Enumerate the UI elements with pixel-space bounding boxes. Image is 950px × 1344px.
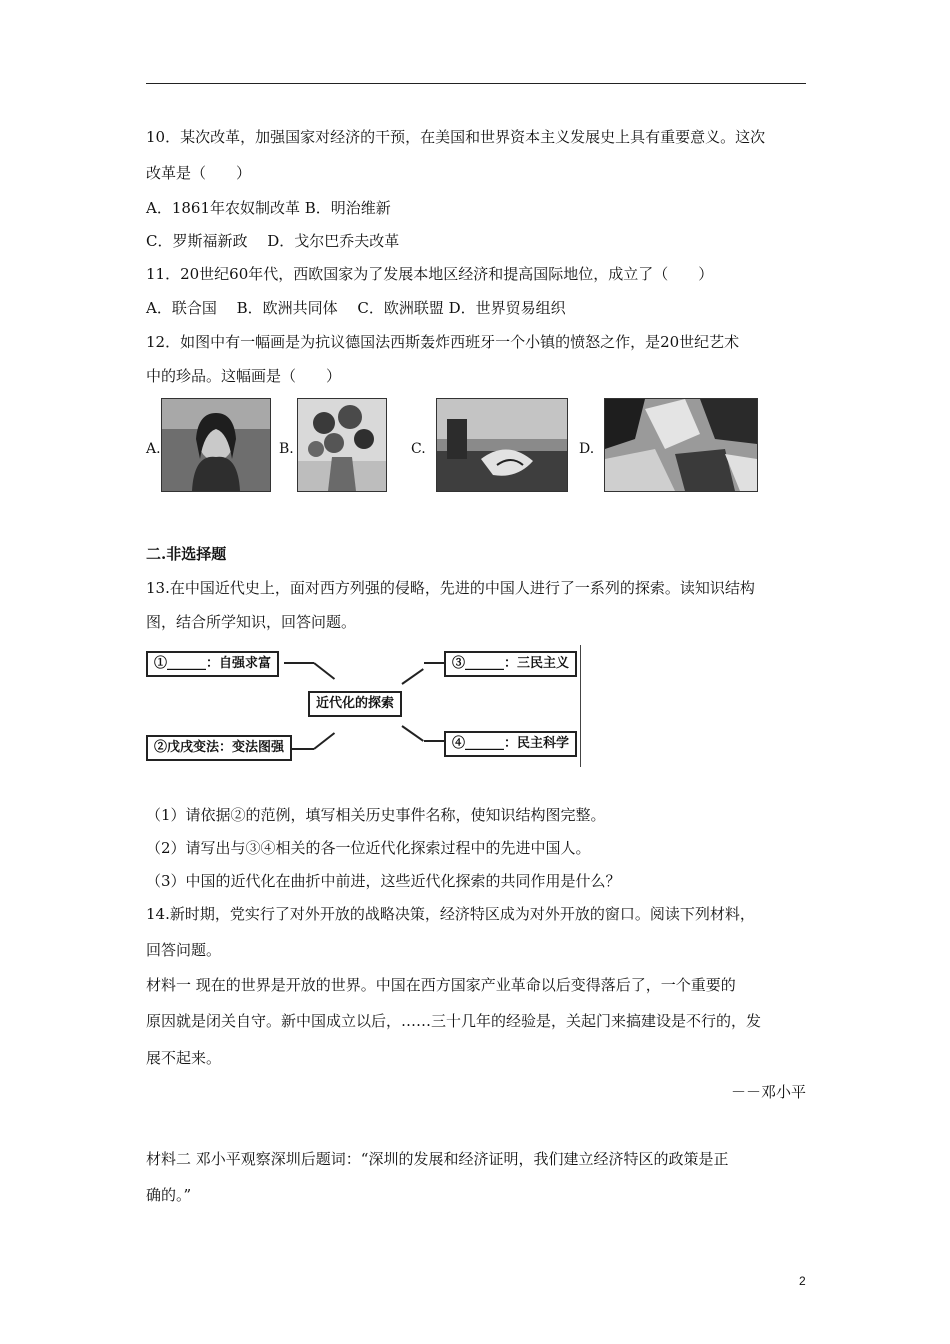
material1-line2: 原因就是闭关自守。新中国成立以后，……三十几年的经验是，关起门来搞建设是不行的，发	[146, 1012, 762, 1030]
diagram-box-2: ②戊戌变法：变法图强	[146, 735, 292, 761]
q10-stem-line1: 10．某次改革，加强国家对经济的干预，在美国和世界资本主义发展史上具有重要意义。这次	[146, 128, 766, 146]
option-b-label: B.	[279, 441, 294, 457]
guernica-image	[604, 398, 758, 492]
option-c-label: C.	[411, 441, 426, 457]
q13-stem-line2: 图，结合所学知识，回答问题。	[146, 613, 357, 631]
material1-line3: 展不起来。	[146, 1049, 222, 1067]
persistence-of-memory-image	[436, 398, 568, 492]
q11-stem: 11．20世纪60年代，西欧国家为了发展本地区经济和提高国际地位，成立了（ ）	[146, 265, 714, 283]
q13-sub3: （3）中国的近代化在曲折中前进，这些近代化探索的共同作用是什么？	[146, 872, 621, 890]
mona-lisa-image	[161, 398, 271, 492]
q10-stem-line2: 改革是（ ）	[146, 164, 252, 182]
header-rule	[146, 83, 806, 84]
q12-stem-line2: 中的珍品。这幅画是（ ）	[146, 367, 342, 385]
material1-line1: 材料一 现在的世界是开放的世界。中国在西方国家产业革命以后变得落后了，一个重要的	[146, 976, 736, 994]
diagram-box-1: ①______：自强求富	[146, 651, 279, 677]
section-title: 二.非选择题	[146, 545, 227, 563]
q14-stem-line1: 14.新时期，党实行了对外开放的战略决策，经济特区成为对外开放的窗口。阅读下列材料，	[146, 905, 755, 923]
q11-options: A．联合国 B．欧洲共同体 C．欧洲联盟 D．世界贸易组织	[146, 299, 566, 317]
option-d-label: D.	[579, 441, 595, 457]
diagram-box-4: ④______：民主科学	[444, 731, 577, 757]
q13-stem-line1: 13.在中国近代史上，面对西方列强的侵略，先进的中国人进行了一系列的探索。读知识结构	[146, 579, 755, 597]
q12-stem-line1: 12．如图中有一幅画是为抗议德国法西斯轰炸西班牙一个小镇的愤怒之作，是20世纪艺术	[146, 333, 740, 351]
material2-line1: 材料二 邓小平观察深圳后题词：“深圳的发展和经济证明，我们建立经济特区的政策是正	[146, 1150, 729, 1168]
diagram-center: 近代化的探索	[308, 691, 402, 717]
option-a-label: A.	[146, 441, 161, 457]
q10-options-line1: A．1861年农奴制改革 B．明治维新	[146, 199, 391, 217]
q13-sub2: （2）请写出与③④相关的各一位近代化探索过程中的先进中国人。	[146, 839, 591, 857]
diagram-box-3: ③______：三民主义	[444, 651, 577, 677]
material1-source: －－邓小平	[730, 1083, 806, 1101]
q14-stem-line2: 回答问题。	[146, 941, 222, 959]
knowledge-structure-diagram	[146, 645, 582, 767]
page-number: 2	[799, 1274, 806, 1288]
q10-options-line2: C．罗斯福新政 D．戈尔巴乔夫改革	[146, 232, 400, 250]
q13-sub1: （1）请依据②的范例，填写相关历史事件名称，使知识结构图完整。	[146, 806, 606, 824]
material2-line2: 确的。”	[146, 1186, 192, 1204]
sunflowers-image	[297, 398, 387, 492]
